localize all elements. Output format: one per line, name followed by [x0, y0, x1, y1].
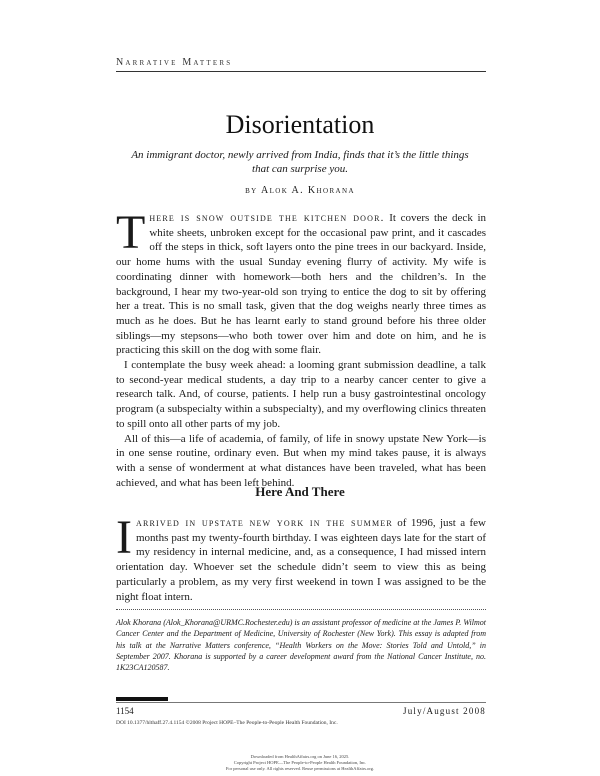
paragraph-2: I contemplate the busy week ahead: a looming grant submission deadline, a talk to second-year medical students, a day trip to a nearby cancer center to give a research talk. And, of course, patients. I help run a busy gastrointestinal oncology program (a subspecialty within a subspecialty), and my overflowing clinics threaten to spill onto all other parts of my job.: [116, 359, 486, 430]
doi-line: DOI 10.1377/hlthaff.27.4.1154 ©2008 Project HOPE–The People-to-People Health Foundation, Inc.: [116, 720, 338, 726]
author-note: Alok Khorana (Alok_Khorana@URMC.Rochester.edu) is an assistant professor of medicine at the James P. Wilmot Cancer Center and the Department of Medicine, University of Rochester (New York). This essay is adapted from his talk at the Narrative Matters conference, “Health Workers on the Move: Stories Told and Untold,” in September 2007. Khorana is supported by a career development award from the National Cancer Institute, no. 1K23CA120587.: [116, 618, 486, 673]
download-notice: [0, 754, 600, 772]
byline: by Alok A. Khorana: [245, 185, 355, 196]
paragraph-1: [116, 206, 487, 358]
article-deck: An immigrant doctor, newly arrived from India, finds that it’s the little things that can surprise you.: [131, 149, 469, 175]
issue-date: July/August 2008: [403, 706, 486, 716]
section-heading: Here And There: [255, 484, 345, 499]
paragraph-3: All of this—a life of academia, of family, of life in snowy upstate New York—is in one sense routine, ordinary even. But when my mind takes pause, it is always with a sense of wonderment at what distances have been traveled, what has been achieved, and what has been left behind.: [116, 432, 486, 489]
footer-rule: [116, 702, 486, 703]
lead-in: here is snow outside the kitchen door.: [149, 212, 385, 224]
drop-cap: I: [116, 511, 132, 564]
footer-bar: [116, 697, 168, 701]
paragraph-text: It covers the deck in white sheets, unbroken except for the occasional paw print, and it cascades off the steps in thick, soft layers onto the pine trees in our backyard. Inside, our home hums with the usual Sunday evening flurry of activity. My wife is coordinating dinner with homework—both hers and the children’s. In the background, I hear my two-year-old son trying to entice the dog to sit by offering her a treat. This is no small task, given that the dog weighs nearly three times as much as he does. But he has learnt early to stand ground before his three older siblings—my stepsons—who both tower over him and dote on him, and he is practicing this skill on the dog with some flair.: [116, 212, 487, 357]
lead-in: arrived in upstate new york in the summer: [135, 517, 393, 529]
article-title: Disorientation: [225, 110, 375, 139]
paragraph-text: of 1996, just a few months past my twenty-fourth birthday. I was eighteen days late for the start of my residency in internal medicine, and, as a consequence, I had missed intern orientation day. Whoever set the schedule didn’t seem to view this as being particularly a problem, as my very first weekend in town I was assigned to be the night float intern.: [116, 517, 486, 603]
body-block-2: [116, 511, 486, 604]
usage-line: For personal use only. All rights reserved. Reuse permissions at HealthAffairs.org.: [225, 766, 375, 771]
download-line: Downloaded from HealthAffairs.org on June 16, 2025.: [250, 754, 350, 759]
section-label: Narrative Matters: [116, 57, 233, 68]
body-block-1: [116, 206, 487, 490]
page-number: 1154: [116, 706, 134, 716]
paragraph-4: [116, 511, 486, 604]
copyright-line: Copyright Project HOPE—The People-to-People Health Foundation, Inc.: [233, 760, 367, 765]
header-rule: [116, 71, 486, 72]
note-divider: [116, 609, 486, 610]
drop-cap: T: [116, 206, 146, 259]
